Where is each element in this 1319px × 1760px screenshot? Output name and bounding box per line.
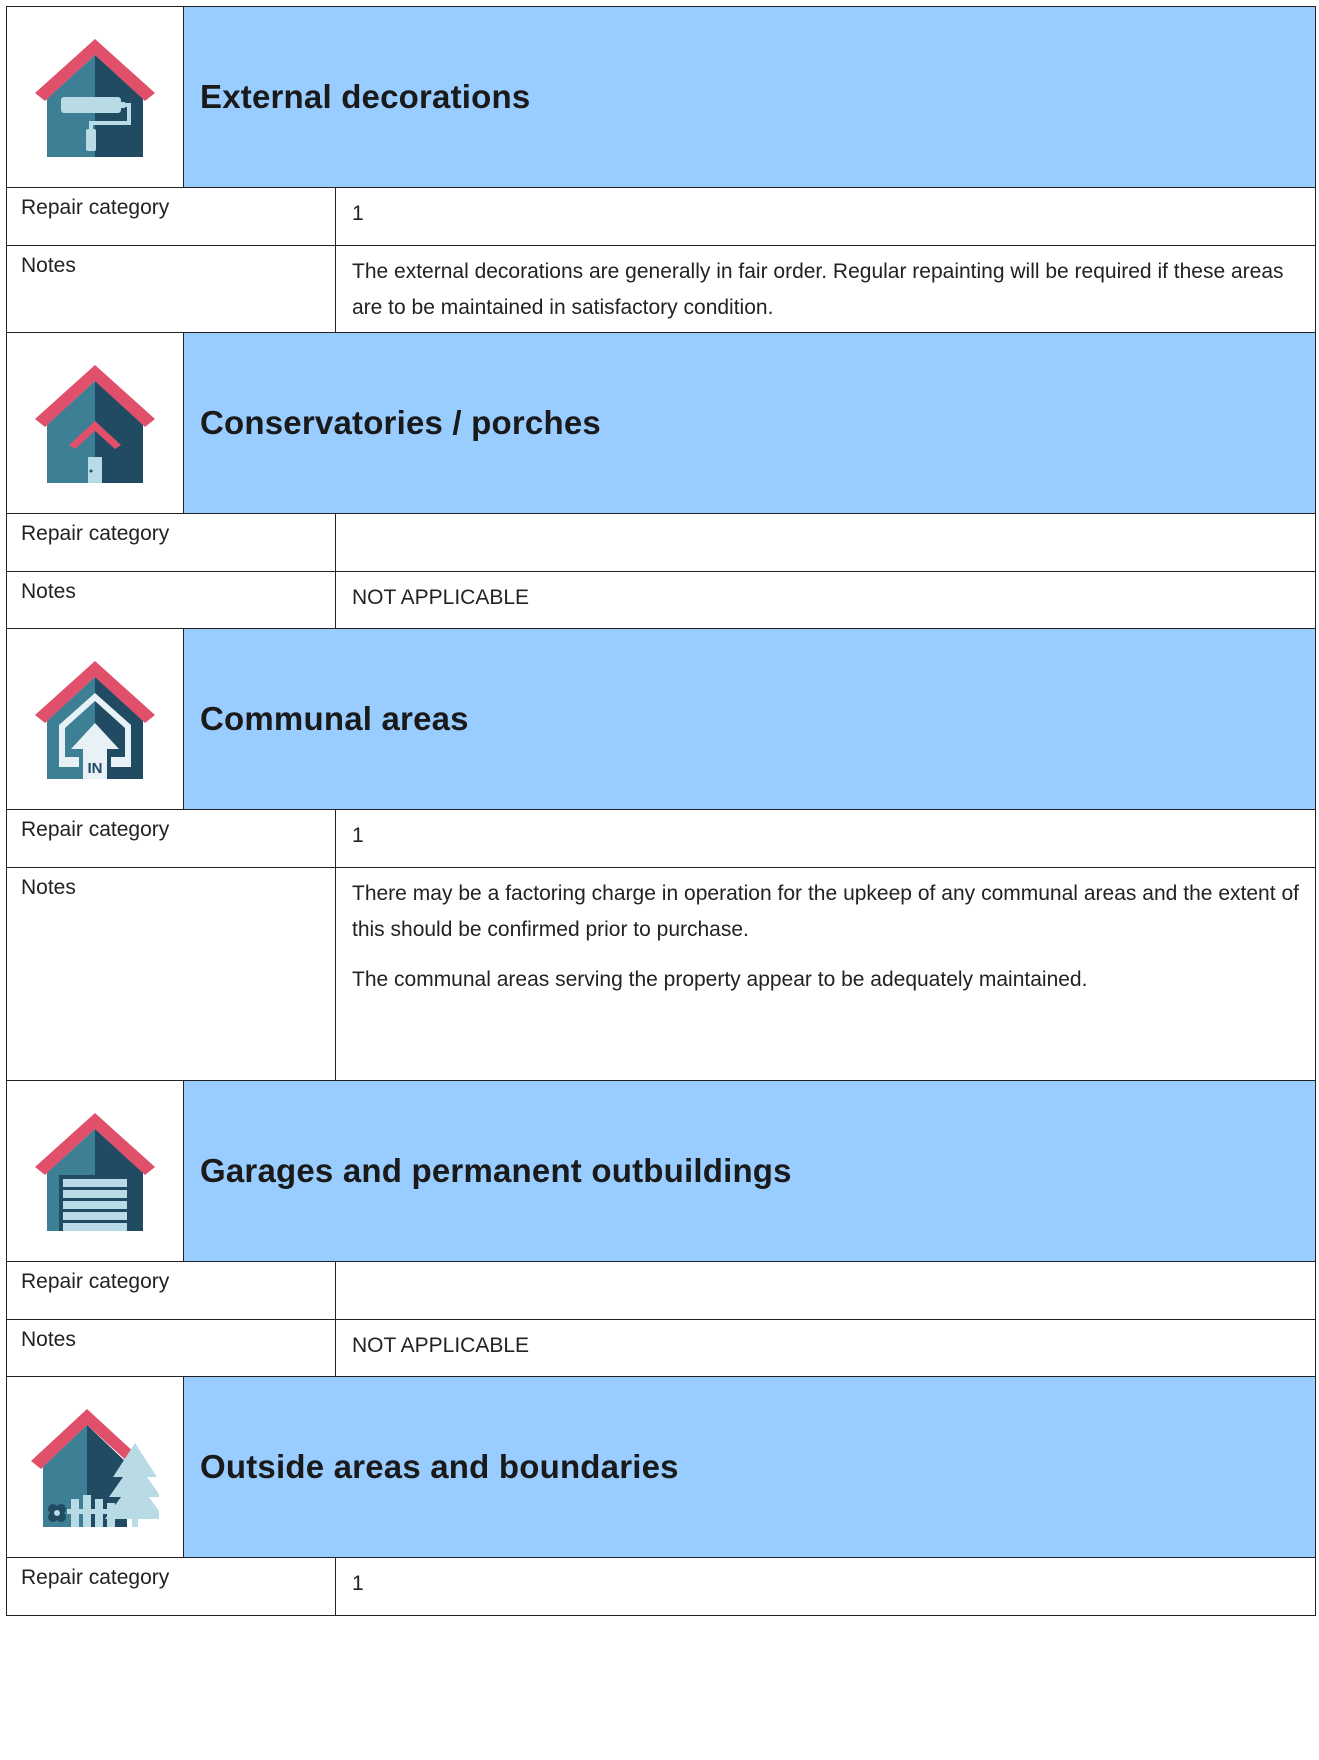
repair-category-label: Repair category — [7, 1262, 336, 1319]
section-header-outside-areas-boundaries — [6, 1377, 1316, 1558]
notes-label: Notes — [7, 246, 336, 332]
notes-paragraph: The communal areas serving the property appear to be adequately maintained. — [352, 968, 1088, 991]
section-title-cell — [184, 1081, 1315, 1261]
repair-category-row — [6, 1558, 1316, 1616]
repair-category-label: Repair category — [7, 1558, 336, 1615]
survey-report-sheet — [6, 6, 1316, 1616]
notes-row — [6, 246, 1316, 333]
section-icon-cell — [7, 1081, 184, 1261]
notes-value — [336, 246, 1315, 332]
section-header-garages-outbuildings — [6, 1081, 1316, 1262]
repair-category-row — [6, 1262, 1316, 1320]
section-title: External decorations — [200, 78, 531, 115]
section-icon-cell — [7, 1377, 184, 1557]
paint-roller-house-icon — [31, 33, 159, 161]
notes-paragraph: NOT APPLICABLE — [352, 586, 530, 609]
icon-in-text: IN — [87, 760, 103, 777]
section-header-conservatories-porches — [6, 333, 1316, 514]
notes-paragraph: The external decorations are generally in fair order. Regular repainting will be required if these areas are to be maintained in satisfactory condition. — [352, 260, 1284, 319]
repair-category-value: 1 — [352, 202, 364, 225]
repair-category-label: Repair category — [7, 810, 336, 867]
notes-paragraph: NOT APPLICABLE — [352, 1334, 530, 1357]
section-icon-cell — [7, 7, 184, 187]
notes-label: Notes — [7, 1320, 336, 1376]
communal-entrance-house-icon — [31, 655, 159, 783]
repair-category-value — [336, 514, 1315, 571]
section-title-cell — [184, 1377, 1315, 1557]
repair-category-value — [336, 1262, 1315, 1319]
garage-house-icon — [31, 1107, 159, 1235]
repair-category-row — [6, 188, 1316, 246]
notes-value — [336, 1320, 1315, 1376]
section-icon-cell — [7, 333, 184, 513]
notes-row — [6, 868, 1316, 1081]
notes-row — [6, 1320, 1316, 1377]
notes-paragraph: There may be a factoring charge in operation for the upkeep of any communal areas and the extent of this should be confirmed prior to purchase. — [352, 882, 1299, 941]
notes-label: Notes — [7, 572, 336, 628]
section-title-cell — [184, 629, 1315, 809]
notes-row — [6, 572, 1316, 629]
notes-value — [336, 572, 1315, 628]
repair-category-value: 1 — [352, 1572, 364, 1595]
section-title: Conservatories / porches — [200, 404, 601, 441]
section-title: Garages and permanent outbuildings — [200, 1152, 792, 1189]
repair-category-row — [6, 514, 1316, 572]
section-title: Outside areas and boundaries — [200, 1448, 679, 1485]
section-title-cell — [184, 7, 1315, 187]
repair-category-row — [6, 810, 1316, 868]
notes-value — [336, 868, 1315, 1080]
notes-label: Notes — [7, 868, 336, 1080]
section-header-communal-areas — [6, 629, 1316, 810]
garden-boundary-house-icon — [31, 1403, 159, 1531]
section-title-cell — [184, 333, 1315, 513]
repair-category-label: Repair category — [7, 514, 336, 571]
section-icon-cell — [7, 629, 184, 809]
repair-category-label: Repair category — [7, 188, 336, 245]
repair-category-value: 1 — [352, 824, 364, 847]
porch-house-icon — [31, 359, 159, 487]
section-header-external-decorations — [6, 6, 1316, 188]
section-title: Communal areas — [200, 700, 469, 737]
